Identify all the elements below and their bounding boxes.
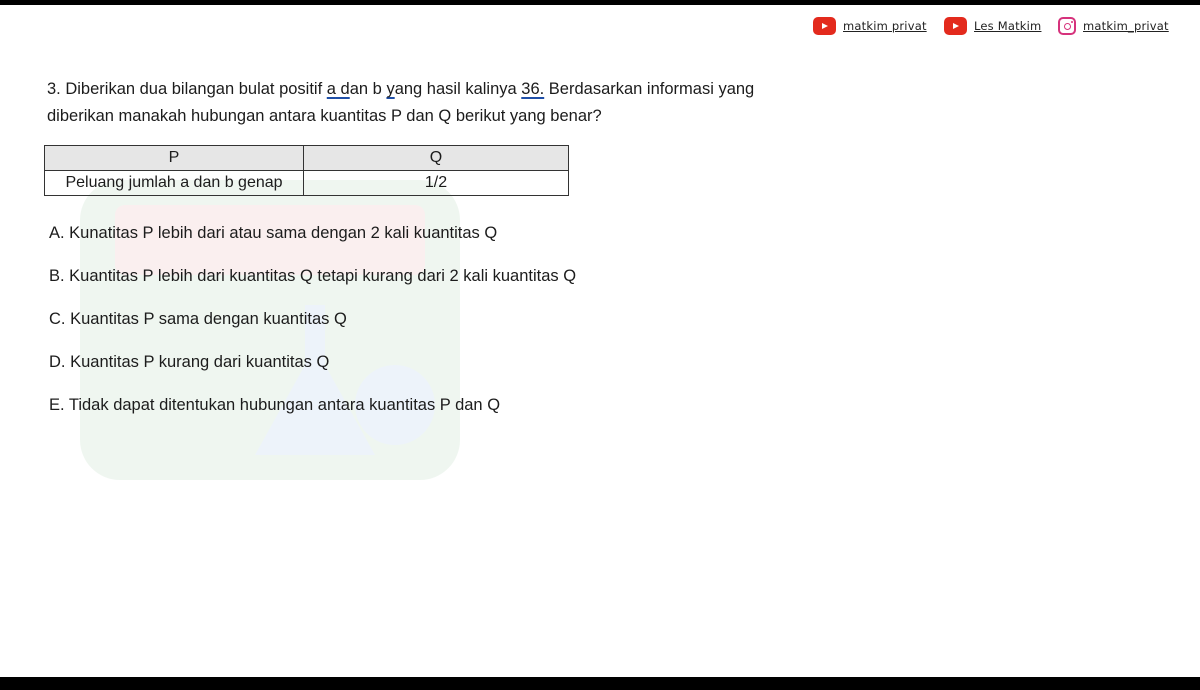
question-segment: ang hasil kalinya: [394, 80, 522, 98]
question-segment: 3. Diberikan dua bilangan bulat positif: [47, 80, 327, 98]
table-row: [45, 171, 569, 196]
bottom-border: [0, 677, 1200, 690]
option-b[interactable]: B. Kuantitas P lebih dari kuantitas Q tetapi kurang dari 2 kali kuantitas Q: [49, 267, 577, 285]
social-youtube-les-matkim[interactable]: [944, 13, 1041, 39]
table-header-q: Q: [304, 146, 569, 171]
answer-options: [49, 220, 576, 435]
question-text: [47, 76, 847, 130]
table-header-row: [45, 146, 569, 171]
social-links: [0, 13, 1200, 39]
underlined-y: y: [386, 80, 395, 98]
question-line-1: [47, 76, 847, 103]
social-label: Les Matkim: [974, 19, 1042, 33]
social-label: matkim_privat: [1083, 19, 1169, 33]
table-cell-q: 1/2: [304, 171, 569, 196]
table-header-p: P: [45, 146, 304, 171]
question-segment: an b: [349, 80, 387, 98]
question-line-2: diberikan manakah hubungan antara kuantitas P dan Q berikut yang benar?: [47, 107, 602, 125]
social-youtube-matkim-privat[interactable]: [813, 13, 927, 39]
option-a[interactable]: A. Kunatitas P lebih dari atau sama dengan 2 kali kuantitas Q: [49, 224, 498, 242]
underlined-product: 36.: [521, 80, 545, 98]
underlined-d: d: [335, 80, 350, 98]
social-instagram-matkim-privat[interactable]: [1058, 13, 1169, 39]
top-border: [0, 0, 1200, 5]
question-segment: Berdasarkan informasi yang: [544, 80, 755, 98]
underlined-a: a: [326, 80, 336, 98]
instagram-icon: [1058, 17, 1076, 35]
option-e[interactable]: E. Tidak dapat ditentukan hubungan antara kuantitas P dan Q: [49, 396, 501, 414]
option-c[interactable]: C. Kuantitas P sama dengan kuantitas Q: [49, 310, 347, 328]
youtube-icon: [813, 17, 836, 35]
youtube-icon: [944, 17, 967, 35]
option-d[interactable]: D. Kuantitas P kurang dari kuantitas Q: [49, 353, 330, 371]
table-cell-p: Peluang jumlah a dan b genap: [45, 171, 304, 196]
quantity-table: [44, 145, 569, 196]
social-label: matkim privat: [843, 19, 927, 33]
